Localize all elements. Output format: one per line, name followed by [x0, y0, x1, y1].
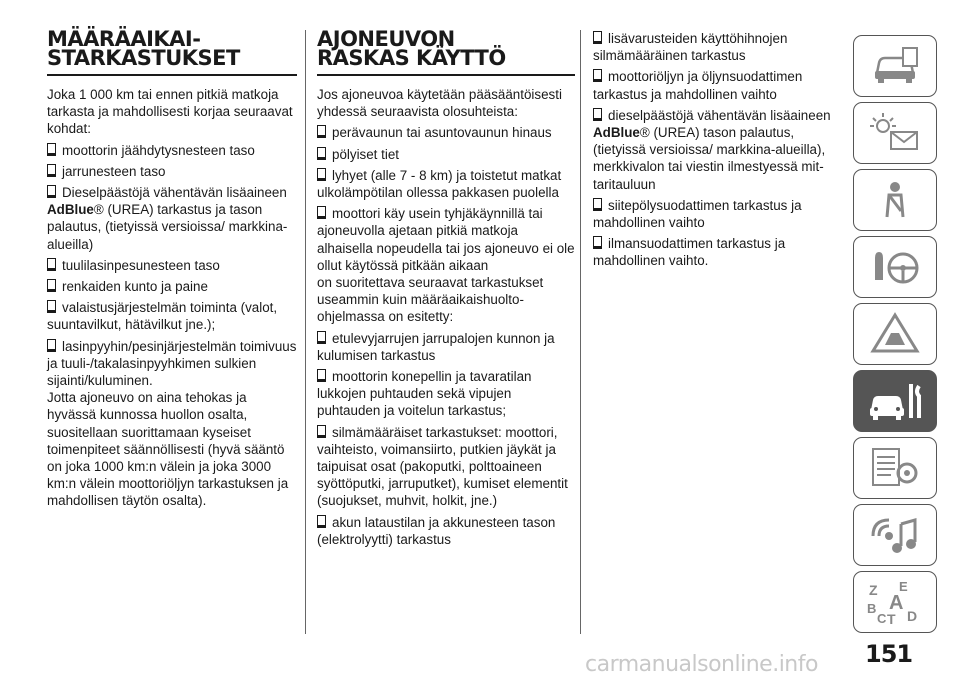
- tab-starting-driving[interactable]: [853, 236, 937, 298]
- svg-text:D: D: [907, 608, 918, 624]
- checkbox-bullet-icon: [317, 369, 326, 382]
- list-item: valaistusjärjestelmän toiminta (valot, suuntavilkut, hätävilkut jne.);: [47, 300, 278, 333]
- index-icon: [865, 579, 925, 625]
- checkbox-bullet-icon: [317, 147, 326, 160]
- tab-technical-data[interactable]: [853, 437, 937, 499]
- tab-safety[interactable]: [853, 169, 937, 231]
- svg-text:C: C: [877, 611, 887, 625]
- list-item: jarrunesteen taso: [47, 163, 297, 180]
- tab-warning-lights[interactable]: [853, 102, 937, 164]
- tab-emergency[interactable]: [853, 303, 937, 365]
- checkbox-bullet-icon: [47, 143, 56, 156]
- steering-wheel-icon: [865, 244, 925, 290]
- checkbox-bullet-icon: [317, 125, 326, 138]
- list-item: ilmansuodattimen tarkastus ja mahdollinen vaihto.: [593, 236, 786, 269]
- section-heading-periodic-checks: MÄÄRÄAIKAI- STARKASTUKSET: [47, 30, 297, 76]
- checkbox-bullet-icon: [47, 258, 56, 271]
- intro-paragraph: Joka 1 000 km tai ennen pitkiä matkoja tarkasta ja mahdollisesti korjaa seuraavat kohdat:: [47, 87, 293, 137]
- list-item: dieselpäästöjä vähentävän lisäaineen AdBlue® (UREA) tason palautus, (tietyissä versioissa/ markkina-alueilla), merkkivalon tai viestin ilmestyessä mit-taritauluun: [593, 107, 831, 192]
- multimedia-icon: [865, 512, 925, 558]
- list-item: moottorin konepellin ja tavaratilan lukkojen puhtauden sekä vipujen puhtauden ja voitelun tarkastus;: [317, 369, 532, 419]
- checkbox-bullet-icon: [317, 206, 326, 219]
- column-divider: [580, 30, 581, 634]
- list-item: Dieselpäästöjä vähentävän lisäaineen AdBlue® (UREA) tarkastus ja tason palautus, (tietyissä versioissa/ markkina-alueilla): [47, 185, 288, 252]
- svg-text:T: T: [887, 611, 896, 625]
- checkbox-bullet-icon: [593, 108, 602, 121]
- watermark: carmanualsonline.info: [585, 652, 818, 677]
- car-dashboard-icon: [865, 43, 925, 89]
- checkbox-bullet-icon: [47, 279, 56, 292]
- column-divider: [305, 30, 306, 634]
- list-item: moottoriöljyn ja öljynsuodattimen tarkastus ja mahdollinen vaihto: [593, 69, 803, 102]
- list-item: pölyiset tiet: [317, 146, 575, 163]
- list-item: lisävarusteiden käyttöhihnojen silmämääräinen tarkastus: [593, 31, 788, 64]
- page-number: 151: [865, 640, 913, 668]
- list-item: perävaunun tai asuntovaunun hinaus: [317, 124, 575, 141]
- column-periodic-checks: [47, 27, 297, 514]
- checkbox-bullet-icon: [593, 198, 602, 211]
- list-item: siitepölysuodattimen tarkastus ja mahdollinen vaihto: [593, 197, 802, 231]
- list-item: lasinpyyhin/pesinjärjestelmän toimivuus ja tuuli-/takalasinpyyhkimen sulkien sijainti/kuluminen.: [47, 338, 297, 389]
- svg-text:A: A: [889, 592, 904, 614]
- section-heading-heavy-use: AJONEUVON RASKAS KÄYTTÖ: [317, 30, 575, 76]
- checkbox-bullet-icon: [47, 185, 56, 198]
- list-item: akun lataustilan ja akkunesteen tason (elektrolyytti) tarkastus: [317, 514, 556, 547]
- car-maintenance-icon: [865, 378, 925, 424]
- checkbox-bullet-icon: [593, 236, 602, 249]
- outro-paragraph: Jotta ajoneuvo on aina tehokas ja hyvässä kunnossa huollon osalta, suositellaan suorittamaan kyseiset toimenpiteet säännöllisesti (hyvä sääntö on joka 1000 km:n välein ja joka 3000 km:n välein moottoriöljyn tarkastuksen ja mahdollisen täytön osalta).: [47, 390, 289, 509]
- list-item: lyhyet (alle 7 - 8 km) ja toistetut matkat ulkolämpötilan ollessa pakkasen puolella: [317, 167, 562, 201]
- list-item: etulevyjarrujen jarrupalojen kunnon ja kulumisen tarkastus: [317, 330, 555, 363]
- list-item: moottorin jäähdytysnesteen taso: [47, 142, 297, 159]
- column-heavy-use-continued: [593, 30, 843, 274]
- checkbox-bullet-icon: [317, 168, 326, 181]
- checkbox-bullet-icon: [47, 300, 56, 313]
- checkbox-bullet-icon: [317, 331, 326, 344]
- checkbox-bullet-icon: [593, 31, 602, 44]
- svg-text:Z: Z: [869, 582, 878, 598]
- emergency-icon: [865, 311, 925, 357]
- intro-paragraph: Jos ajoneuvoa käytetään pääsääntöisesti yhdessä seuraavista olosuhteista:: [317, 87, 562, 120]
- tab-index[interactable]: [853, 571, 937, 633]
- list-item: tuulilasinpesunesteen taso: [47, 257, 297, 274]
- technical-data-icon: [865, 445, 925, 491]
- checkbox-bullet-icon: [593, 69, 602, 82]
- svg-text:B: B: [867, 601, 877, 616]
- checkbox-bullet-icon: [47, 339, 56, 352]
- middle-paragraph: on suoritettava seuraavat tarkastukset useammin kuin määräaikaishuolto-ohjelmassa on esitetty:: [317, 275, 544, 325]
- tab-maintenance-and-care[interactable]: [853, 370, 937, 432]
- tab-multimedia[interactable]: [853, 504, 937, 566]
- list-item: silmämääräiset tarkastukset: moottori, vaihteisto, voimansiirto, putkien jäykät ja taipuisat osat (pakoputki, polttoaineen syöttöputki, jarruputket), kumiset elementit (suojukset, muhvit, holkit, jne.): [317, 424, 568, 509]
- svg-text:E: E: [899, 579, 908, 594]
- safety-icon: [865, 177, 925, 223]
- list-item: renkaiden kunto ja paine: [47, 278, 297, 295]
- list-item: moottori käy usein tyhjäkäynnillä tai ajoneuvolla ajetaan pitkiä matkoja alhaisella nopeudella tai jos ajoneuvo ei ole ollut käytössä pitkään aikaan: [317, 206, 575, 273]
- checkbox-bullet-icon: [317, 515, 326, 528]
- column-heavy-use: [317, 27, 575, 552]
- tab-dashboard[interactable]: [853, 35, 937, 97]
- checkbox-bullet-icon: [47, 164, 56, 177]
- warning-lights-icon: [865, 110, 925, 156]
- checkbox-bullet-icon: [317, 425, 326, 438]
